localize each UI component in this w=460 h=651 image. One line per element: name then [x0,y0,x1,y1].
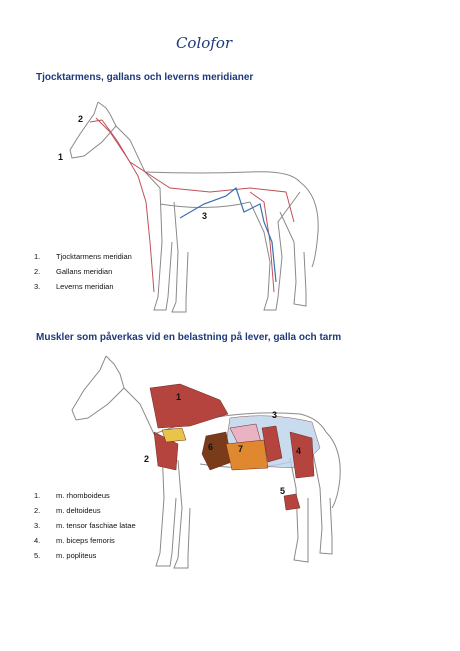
callout-3: 3 [202,211,208,221]
list-item: 5. m. popliteus [34,551,97,560]
list-item: 2. m. deltoideus [34,506,101,515]
list-item: 1. m. rhomboideus [34,491,110,500]
callout-7: 7 [238,444,244,454]
list-item: 3. Leverns meridian [34,282,114,291]
meridian-legend [34,249,132,294]
anatomy-regions [150,384,320,510]
callout-2: 2 [144,454,150,464]
callout-6: 6 [208,442,214,452]
meridian-lines-blue [180,188,276,282]
callout-5: 5 [280,486,286,496]
section2-heading: Muskler som påverkas vid en belastning på lever, galla och tarm [36,332,342,343]
callout-2: 2 [78,114,84,124]
list-item: 1. Tjocktarmens meridian [34,252,132,261]
callout-1: 1 [58,152,64,162]
muscle-legend [34,488,136,563]
list-item: 3. m. tensor faschiae latae [34,521,136,530]
list-item: 4. m. biceps femoris [34,536,115,545]
callout-1: 1 [176,392,182,402]
callout-4: 4 [296,446,302,456]
page-title: Colofor [175,34,233,52]
list-item: 2. Gallans meridian [34,267,113,276]
callout-3: 3 [272,410,278,420]
section1-heading: Tjocktarmens, gallans och leverns meridianer [36,72,254,83]
